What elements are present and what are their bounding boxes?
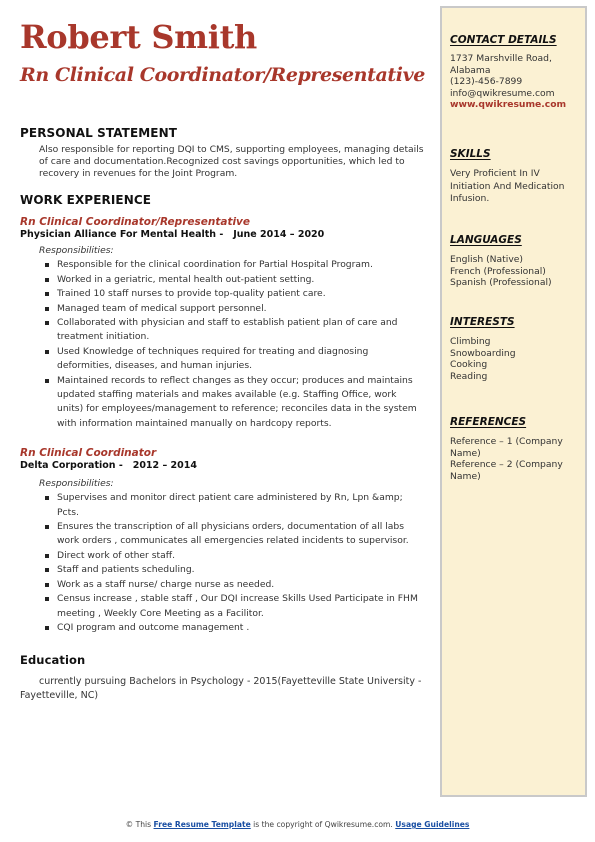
responsibilities-label: Responsibilities: xyxy=(39,245,114,257)
candidate-title: Rn Clinical Coordinator/Representative xyxy=(20,64,425,86)
footer-copyright-text: is the copyright of Qwikresume.com. xyxy=(253,820,393,829)
language-item: English (Native) xyxy=(450,254,524,265)
language-item: French (Professional) xyxy=(450,265,546,277)
interest-item: Climbing xyxy=(450,336,491,347)
interest-item: Cooking xyxy=(450,359,488,370)
contact-section xyxy=(450,34,582,111)
job-entry xyxy=(20,447,425,635)
free-resume-template-link[interactable]: Free Resume Template xyxy=(153,820,251,829)
responsibilities-list xyxy=(20,258,425,431)
list-item: Collaborated with physician and staff to establish patient plan of care and treatment initiation. xyxy=(57,316,425,345)
list-item: Responsible for the clinical coordination for Partial Hospital Program. xyxy=(57,258,425,272)
responsibilities-label: Responsibilities: xyxy=(39,478,114,490)
address-line: Alabama xyxy=(450,64,491,76)
reference-item: Reference – 2 (Company Name) xyxy=(450,459,563,482)
website-link[interactable]: www.qwikresume.com xyxy=(450,99,567,110)
job-company-dates: Delta Corporation - 2012 – 2014 xyxy=(20,460,197,472)
list-item: Work as a staff nurse/ charge nurse as needed. xyxy=(57,578,425,592)
list-item: Ensures the transcription of all physicians orders, documentation of all labs work orders , communicates all emergencies related incidents to supervisor. xyxy=(57,520,425,549)
personal-statement-heading: PERSONAL STATEMENT xyxy=(20,126,178,140)
reference-item: Reference – 1 (Company Name) xyxy=(450,436,563,459)
contact-heading: CONTACT DETAILS xyxy=(450,34,557,46)
interests-section xyxy=(450,316,582,382)
list-item: Staff and patients scheduling. xyxy=(57,563,425,577)
languages-heading: LANGUAGES xyxy=(450,234,522,246)
list-item: Managed team of medical support personnel. xyxy=(57,302,425,316)
interest-item: Snowboarding xyxy=(450,347,516,359)
main-column xyxy=(20,18,425,703)
candidate-name: Robert Smith xyxy=(20,18,258,56)
responsibilities-list xyxy=(20,491,425,635)
skills-text: Very Proficient In IV Initiation And Medication Infusion. xyxy=(450,168,565,204)
usage-guidelines-link[interactable]: Usage Guidelines xyxy=(395,820,470,829)
job-entry xyxy=(20,216,425,431)
list-item: Used Knowledge of techniques required for treating and diagnosing deformities, diseases, and human injuries. xyxy=(57,345,425,374)
references-section xyxy=(450,416,582,482)
references-heading: REFERENCES xyxy=(450,416,527,428)
interests-heading: INTERESTS xyxy=(450,316,515,328)
footer xyxy=(0,820,595,829)
list-item: Supervises and monitor direct patient care administered by Rn, Lpn &amp; Pcts. xyxy=(57,491,425,520)
education-heading: Education xyxy=(20,653,86,668)
languages-section xyxy=(450,234,582,289)
email-address[interactable]: info@qwikresume.com xyxy=(450,87,555,99)
interest-item: Reading xyxy=(450,370,488,382)
list-item: Trained 10 staff nurses to provide top-quality patient care. xyxy=(57,287,425,301)
list-item: Direct work of other staff. xyxy=(57,549,425,563)
personal-statement-text: Also responsible for reporting DQI to CMS, supporting employees, managing details of care and documentation.Recognized cost savings opportunities, which led to recovery in revenues for the Joint Program. xyxy=(39,144,424,179)
sidebar xyxy=(440,6,587,797)
list-item: Maintained records to reflect changes as they occur; produces and maintains updated staffing materials and makes available (e.g. Staffing Office, work units) for employees/management to reference; reconciles data in the system with information maintained manually on hardcopy reports. xyxy=(57,374,425,432)
list-item: CQI program and outcome management . xyxy=(57,621,425,635)
skills-section xyxy=(450,148,582,206)
footer-prefix: © This xyxy=(125,820,152,829)
job-title: Rn Clinical Coordinator xyxy=(20,447,157,460)
skills-heading: SKILLS xyxy=(450,148,491,160)
list-item: Census increase , stable staff , Our DQI increase Skills Used Participate in FHM meeting , Weekly Core Meeting as a Facilitor. xyxy=(57,592,425,621)
job-title: Rn Clinical Coordinator/Representative xyxy=(20,216,251,229)
job-company-dates: Physician Alliance For Mental Health - June 2014 – 2020 xyxy=(20,229,325,241)
phone-number: (123)-456-7899 xyxy=(450,76,523,87)
list-item: Worked in a geriatric, mental health out-patient setting. xyxy=(57,273,425,287)
language-item: Spanish (Professional) xyxy=(450,277,552,288)
address-line: 1737 Marshville Road, xyxy=(450,53,552,64)
education-text: currently pursuing Bachelors in Psychology - 2015(Fayetteville State University - Fayetteville, NC) xyxy=(20,676,422,702)
work-experience-heading: WORK EXPERIENCE xyxy=(20,193,152,208)
